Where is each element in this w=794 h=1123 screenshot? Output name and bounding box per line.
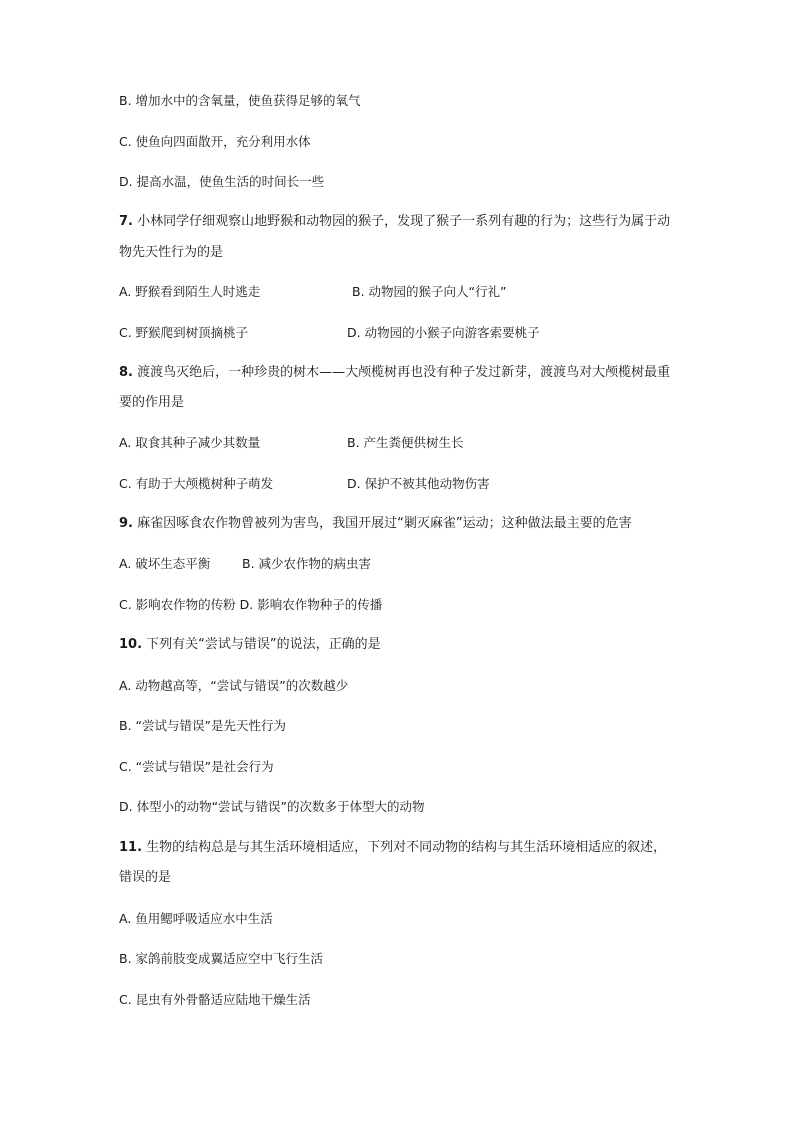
q10-option-a: A. 动物越高等，“尝试与错误”的次数越少 (119, 678, 349, 693)
q7-number: 7. (119, 214, 133, 229)
q10-stem-line1 (119, 637, 381, 653)
q11-number: 11. (119, 840, 143, 855)
q8-stem-text: 渡渡鸟灭绝后，一种珍贵的树木——大颅榄树再也没有种子发过新芽，渡渡鸟对大颅榄树最重 (132, 365, 671, 380)
q7-option-d: D. 动物园的小猴子向游客索要桃子 (347, 325, 540, 340)
q9-option-cd: C. 影响农作物的传粉 D. 影响农作物种子的传播 (119, 597, 383, 612)
q8-stem-line2: 要的作用是 (119, 395, 185, 410)
q6-option-c: C. 使鱼向四面散开，充分利用水体 (119, 134, 311, 149)
q7-option-a: A. 野猴看到陌生人时逃走 (119, 284, 261, 299)
q6-option-b: B. 增加水中的含氧量，使鱼获得足够的氧气 (119, 93, 361, 108)
q9-option-b: B. 减少农作物的病虫害 (242, 556, 372, 571)
q11-stem-line1 (119, 840, 666, 856)
q7-option-b: B. 动物园的猴子向人“行礼” (352, 284, 507, 299)
q11-stem-line2: 错误的是 (119, 870, 172, 885)
q9-option-a: A. 破坏生态平衡 (119, 556, 211, 571)
q10-option-c: C. “尝试与错误”是社会行为 (119, 759, 274, 774)
q10-stem-text: 下列有关“尝试与错误”的说法，正确的是 (142, 637, 381, 652)
q8-number: 8. (119, 365, 133, 380)
q7-stem-line2: 物先天性行为的是 (119, 245, 224, 260)
q7-stem-line1 (119, 214, 670, 230)
q11-stem-text: 生物的结构总是与其生活环境相适应，下列对不同动物的结构与其生活环境相适应的叙述， (142, 840, 667, 855)
q8-option-c: C. 有助于大颅榄树种子萌发 (119, 476, 274, 491)
q10-option-d: D. 体型小的动物“尝试与错误”的次数多于体型大的动物 (119, 799, 425, 814)
q10-option-b: B. “尝试与错误”是先天性行为 (119, 718, 286, 733)
q7-option-c: C. 野猴爬到树顶摘桃子 (119, 325, 249, 340)
q11-option-b: B. 家鸽前肢变成翼适应空中飞行生活 (119, 951, 324, 966)
q8-option-d: D. 保护不被其他动物伤害 (347, 476, 490, 491)
q9-stem-text: 麻雀因啄食农作物曾被列为害鸟，我国开展过“剿灭麻雀”运动；这种做法最主要的危害 (132, 516, 632, 531)
q11-option-a: A. 鱼用鳃呼吸适应水中生活 (119, 911, 273, 926)
q8-stem-line1 (119, 365, 670, 381)
q9-stem-line1 (119, 516, 632, 532)
q8-option-a: A. 取食其种子减少其数量 (119, 435, 261, 450)
q8-option-b: B. 产生粪便供树生长 (347, 435, 464, 450)
q10-number: 10. (119, 637, 143, 652)
q7-stem-text: 小林同学仔细观察山地野猴和动物园的猴子，发现了猴子一系列有趣的行为；这些行为属于动 (132, 214, 671, 229)
q11-option-c: C. 昆虫有外骨骼适应陆地干燥生活 (119, 992, 311, 1007)
q6-option-d: D. 提高水温，使鱼生活的时间长一些 (119, 174, 325, 189)
q9-number: 9. (119, 516, 133, 531)
